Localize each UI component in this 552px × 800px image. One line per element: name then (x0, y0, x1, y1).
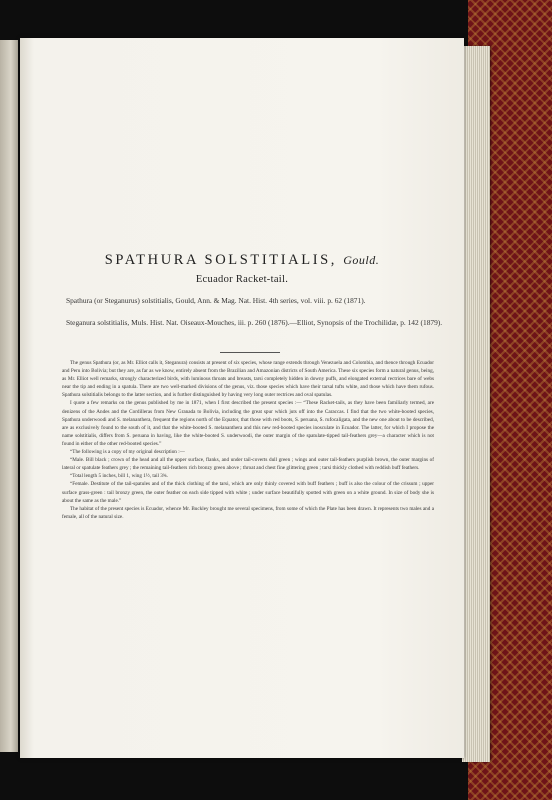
synonymy-entry: Spathura (or Steganurus) solstitialis, Gould, Ann. & Mag. Nat. Hist. 4th series, vol. viii. p. 62 (1871). (66, 296, 366, 305)
common-name: Ecuador Racket-tail. (195, 274, 289, 285)
left-page-edge (0, 40, 18, 752)
synonymy-entry: Steganura solstitialis, Muls. Hist. Nat. Oiseaux-Mouches, iii. p. 260 (1876).—Elliot, Synopsis of the Trochilidæ, p. 142 (1879). (66, 318, 443, 327)
book-page (20, 38, 464, 758)
paragraph: “Male. Bill black ; crown of the head and all the upper surface, flanks, and under tail-coverts dull green ; wings and outer tail-feathers purplish brown, the outer margins of lateral or spatulate feathers grey ; the remaining tail-feathers rich bronzy green above ; throat and chest fine glittering green ; tarsi thickly clothed with reddish buff feathers. (62, 457, 434, 472)
paragraph: I quote a few remarks on the genus published by me in 1871, when I first described the present species :— “These Racket-tails, as they have been familiarly termed, are denizens of the Andes and the Cordilleras from New Granada to Bolivia, including the great spur which juts off into the Caraccas. I find that the two white-booted species, Spathura underwoodi and S. melanantherа, frequent the regions north of the Equator, that those with red boots, S. peruana, S. rufocaligata, and the new one about to be described, are as exclusively found to the south of it, and that the white-booted S. melananthera and this new red-booted species inosculate in Ecuador. The latter, for which I propose the name solstitialis, differs from S. peruana in having, like the white-booted S. underwoodi, the outer margin of the spatulate-tipped tail-feathers grey—a character which is not found in either of the other red-booted species.” (62, 400, 434, 447)
paragraph: “The following is a copy of my original description :— (70, 449, 185, 456)
title-text: SPATHURA SOLSTITIALIS, (104, 252, 338, 268)
divider-rule (220, 352, 280, 353)
author-name: Gould. (343, 253, 380, 267)
paragraph: The habitat of the present species is Ecuador, whence Mr. Buckley brought me several specimens, from some of which the Plate has been drawn. It represents two males and a female, all of the natural size. (62, 505, 434, 520)
paragraph: “Female. Destitute of the tail-spatules and of the thick clothing of the tarsi, which are only thinly covered with buff feathers ; buff is also the colour of the crissum ; upper surface grass-green : tail bronzy green, the outer feather on each side tipped with white ; under surface beautifully spotted with green on a white ground. In size of body she is about the same as the male.” (62, 481, 434, 504)
page-edges (462, 46, 490, 762)
species-title (20, 252, 464, 269)
paragraph: The genus Spathura (or, as Mr. Elliot calls it, Steganura) consists at present of six species, whose range extends through Venezuela and Colombia, and thence through Ecuador and Peru into Bolivia; but they are, as far as we know, entirely absent from the Brazilian and Amazonian districts of South America. These six species form a natural genus, being, as Mr. Elliot well remarks, strongly characterized birds, with luminous throats and breasts, tarsi completely hidden in downy puffs, and elongated external rectrices bare of webs near the tip and ending in a spatula. There are two well-marked divisions of the genus, viz. those species which have their tarsal tufts white, and those which have them rufous. Spathura solstitialis belongs to the latter section, and is further distinguished by having very long outer rectrices and oval spatulas. (62, 360, 434, 399)
body-text (62, 359, 434, 521)
paragraph: “Total length 5 inches, bill 1, wing 1½, tail 3¾. (70, 473, 169, 480)
